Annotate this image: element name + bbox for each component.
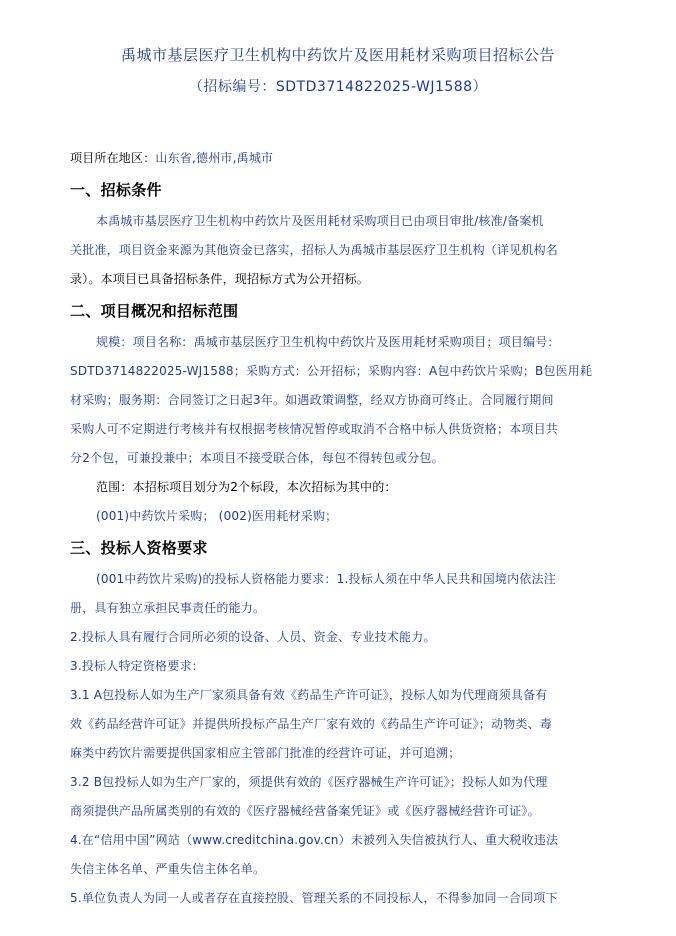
qualification-line: 失信主体名单、严重失信主体名单。 [70,862,266,876]
paragraph-line: SDTD3714822025-WJ1588；采购方式：公开招标；采购内容：A包中药饮片采购；B包医用耗 [70,364,593,378]
tender-number: （招标编号：SDTD3714822025-WJ1588） [188,79,488,95]
announcement-body [70,144,610,913]
paragraph-line: 本禹城市基层医疗卫生机构中药饮片及医用耗材采购项目已由项目审批/核准/备案机 [96,214,544,228]
qualification-line: 3.1 A包投标人如为生产厂家须具备有效《药品生产许可证》，投标人如为代理商须具备有 [70,688,548,702]
qualification-line: 3.2 B包投标人如为生产厂家的，须提供有效的《医疗器械生产许可证》；投标人如为代理 [70,775,548,789]
paragraph-line: 分2个包，可兼投兼中；本项目不接受联合体，每包不得转包或分包。 [70,451,444,465]
scope-line: 范围：本招标项目划分为2个标段，本次招标为其中的： [96,480,397,494]
section-heading-tender-conditions: 一、招标条件 [70,181,162,199]
location-value: 山东省,德州市,禹城市 [155,151,274,165]
section-heading-project-overview: 二、项目概况和招标范围 [70,302,239,320]
paragraph-line: 材采购；服务期：合同签订之日起3年。如遇政策调整，经双方协商可终止。合同履行期间 [70,393,554,407]
page-title: 禹城市基层医疗卫生机构中药饮片及医用耗材采购项目招标公告 [120,46,555,64]
qualification-line: 2.投标人具有履行合同所必须的设备、人员、资金、专业技术能力。 [70,630,436,644]
paragraph-line: 关批准，项目资金来源为其他资金已落实，招标人为禹城市基层医疗卫生机构（详见机构名 [70,243,559,257]
paragraph-line: 采购人可不定期进行考核并有权根据考核情况暂停或取消不合格中标人供货资格；本项目共 [70,422,559,436]
lots-line: (001)中药饮片采购； (002)医用耗材采购； [96,509,338,523]
qualification-line: 效《药品经营许可证》并提供所投标产品生产厂家有效的《药品生产许可证》；动物类、毒 [70,717,553,731]
location-label: 项目所在地区： [70,151,156,165]
project-location [70,144,610,173]
qualification-line: (001中药饮片采购)的投标人资格能力要求：1.投标人须在中华人民共和国境内依法注 [96,572,556,586]
qualification-line: 册，具有独立承担民事责任的能力。 [70,601,266,615]
paragraph-line: 规模：项目名称：禹城市基层医疗卫生机构中药饮片及医用耗材采购项目；项目编号： [96,335,560,349]
paragraph-line: 录）。本项目已具备招标条件，现招标方式为公开招标。 [70,272,370,286]
qualification-line: 麻类中药饮片需要提供国家相应主管部门批准的经营许可证，并可追溯； [70,746,461,760]
qualification-line: 3.投标人特定资格要求： [70,659,204,673]
qualification-line: 4.在“信用中国”网站（www.creditchina.gov.cn）未被列入失信被执行人、重大税收违法 [70,833,559,847]
qualification-line: 5.单位负责人为同一人或者存在直接控股、管理关系的不同投标人，不得参加同一合同项下 [70,891,558,905]
qualification-line: 商须提供产品所属类别的有效的《医疗器械经营备案凭证》或《医疗器械经营许可证》。 [70,804,540,818]
section-heading-bidder-qualifications: 三、投标人资格要求 [70,539,208,557]
